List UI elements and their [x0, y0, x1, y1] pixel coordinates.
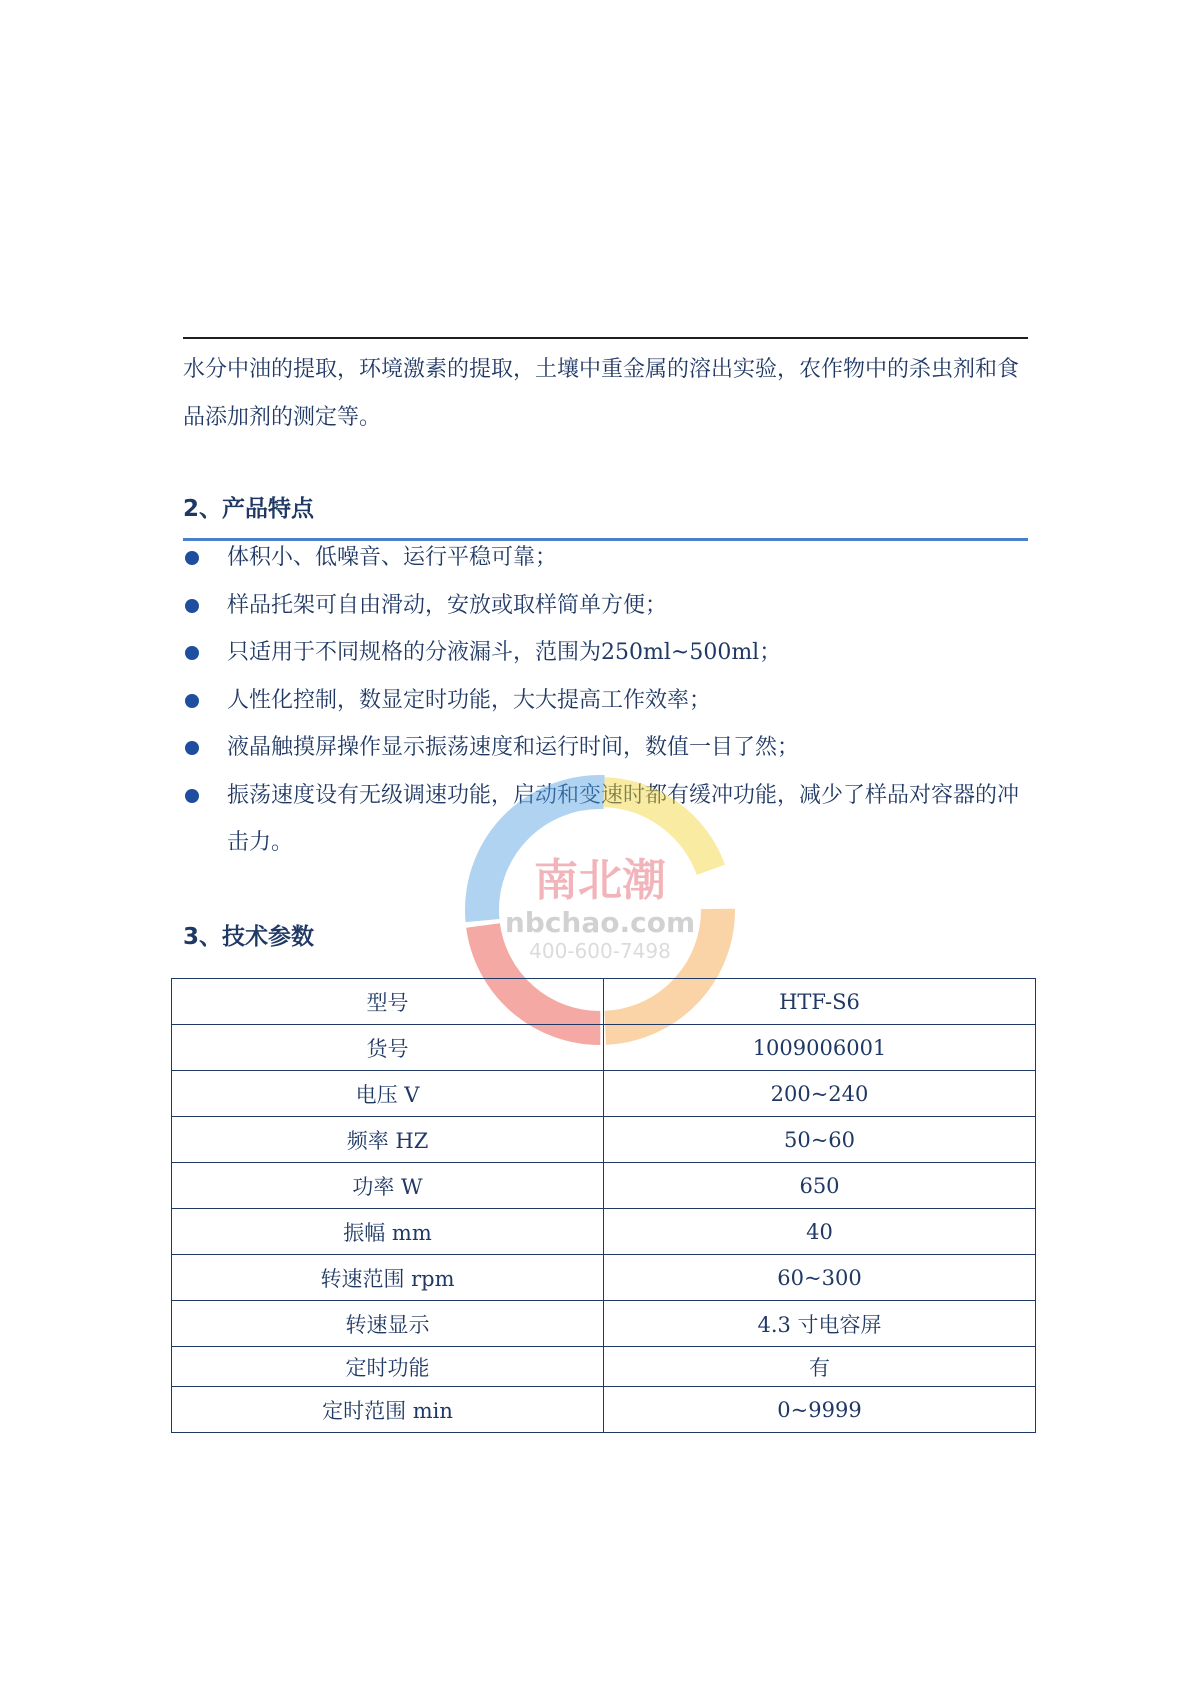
value-cell: 50~60	[604, 1117, 1036, 1163]
list-item: 振荡速度设有无级调速功能，启动和变速时都有缓冲功能，减少了样品对容器的冲击力。	[183, 772, 1028, 867]
param-cell: 型号	[172, 979, 604, 1025]
intro-paragraph: 水分中油的提取，环境激素的提取，土壤中重金属的溶出实验，农作物中的杀虫剂和食品添加剂的测定等。	[183, 357, 1020, 430]
table-row	[172, 1117, 1036, 1163]
watermark-phone: 400-600-7498	[529, 939, 671, 963]
table-row	[172, 979, 1036, 1025]
section-heading-specs: 3、技术参数	[183, 924, 315, 950]
bullet-icon	[185, 789, 199, 803]
value-cell: 4.3 寸电容屏	[604, 1301, 1036, 1347]
list-item: 样品托架可自由滑动，安放或取样简单方便；	[183, 582, 1028, 630]
table-row	[172, 1255, 1036, 1301]
value-cell: 0~9999	[604, 1387, 1036, 1433]
value-cell: 有	[604, 1347, 1036, 1387]
value-cell: 60~300	[604, 1255, 1036, 1301]
value-cell: 1009006001	[604, 1025, 1036, 1071]
spec-table	[171, 978, 1036, 1433]
bullet-icon	[185, 694, 199, 708]
param-cell: 电压 V	[172, 1071, 604, 1117]
list-item: 只适用于不同规格的分液漏斗，范围为250ml~500ml；	[183, 629, 1028, 677]
bullet-icon	[185, 551, 199, 565]
table-row	[172, 1071, 1036, 1117]
value-cell: 200~240	[604, 1071, 1036, 1117]
watermark-brand: 南北潮	[534, 855, 666, 906]
param-cell: 定时功能	[172, 1347, 604, 1387]
header-rule	[183, 337, 1028, 339]
table-row	[172, 1163, 1036, 1209]
table-row	[172, 1209, 1036, 1255]
list-item: 人性化控制，数显定时功能，大大提高工作效率；	[183, 677, 1028, 725]
list-item: 体积小、低噪音、运行平稳可靠；	[183, 534, 1028, 582]
watermark-domain: nbchao.com	[504, 906, 696, 939]
list-item: 液晶触摸屏操作显示振荡速度和运行时间，数值一目了然；	[183, 724, 1028, 772]
value-cell: HTF-S6	[604, 979, 1036, 1025]
table-row	[172, 1347, 1036, 1387]
section-heading-features: 2、产品特点	[183, 496, 315, 522]
param-cell: 转速范围 rpm	[172, 1255, 604, 1301]
table-row	[172, 1387, 1036, 1433]
value-cell: 40	[604, 1209, 1036, 1255]
value-cell: 650	[604, 1163, 1036, 1209]
bullet-icon	[185, 646, 199, 660]
bullet-icon	[185, 741, 199, 755]
param-cell: 频率 HZ	[172, 1117, 604, 1163]
table-row	[172, 1025, 1036, 1071]
param-cell: 功率 W	[172, 1163, 604, 1209]
param-cell: 振幅 mm	[172, 1209, 604, 1255]
param-cell: 定时范围 min	[172, 1387, 604, 1433]
bullet-icon	[185, 599, 199, 613]
param-cell: 转速显示	[172, 1301, 604, 1347]
table-row	[172, 1301, 1036, 1347]
param-cell: 货号	[172, 1025, 604, 1071]
